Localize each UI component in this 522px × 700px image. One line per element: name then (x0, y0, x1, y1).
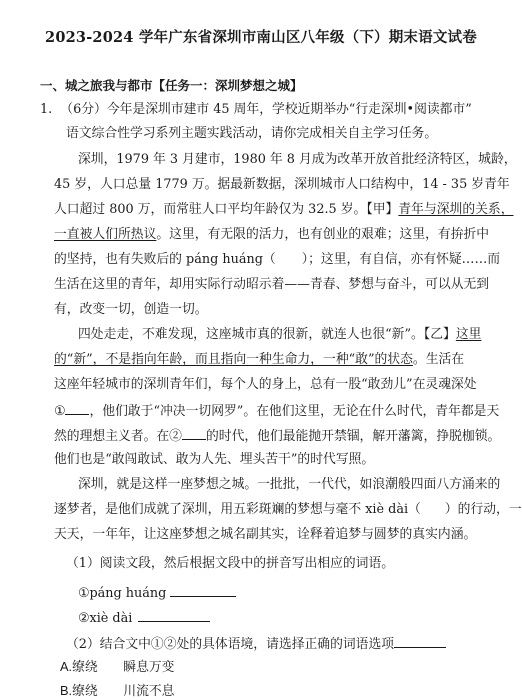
passage-p2-line-3: 这座年轻城市的深圳青年们，每个人的身上，总有一股“敢劲儿”在灵魂深处 (54, 377, 477, 392)
marker-yi: 【乙】 (423, 327, 456, 342)
passage-p3-line-3: 天天，一年年，让这座梦想之城名副其实，诠释着追梦与圆梦的真实内涵。 (54, 527, 477, 542)
option-a[interactable] (60, 659, 174, 676)
passage-p1-line-1: 深圳，1979 年 3 月建市，1980 年 8 月成为改革开放首批经济特区，城龄， (78, 152, 517, 167)
passage-p1-line-5 (54, 252, 500, 268)
marker-jia: 【甲】 (366, 202, 399, 217)
exam-title: 2023-2024 学年广东省深圳市南山区八年级（下）期末语文试卷 (45, 29, 477, 46)
passage-p3-line-2 (54, 502, 522, 518)
answer-line-1[interactable] (170, 584, 236, 597)
option-a-letter: A. (60, 659, 73, 674)
underlined-sentence-jia-part-2: 一直被人们所热议 (54, 227, 157, 242)
question-points: （6分） (60, 102, 107, 117)
option-b-text: 缭绕 川流不息 (72, 684, 175, 699)
subquestion-2-text: （2）结合文中①②处的具体语境，请选择正确的词语选项 (66, 637, 395, 652)
option-a-text: 缭绕 瞬息万变 (72, 660, 175, 675)
passage-p1-text: 的坚持，也有失败后的 páng huáng（ (54, 252, 276, 267)
passage-p3-line-1: 深圳，就是这样一座梦想之城。一批批，一代代，如浪潮般四面八方涌来的 (78, 477, 501, 492)
passage-p2-text: 的时代，他们最能抛开禁锢，解开藩篱，挣脱枷锁。 (205, 429, 501, 444)
passage-p1-line-2: 45 岁，人口总量 1779 万。据最新数据，深圳城市人口结构中，14 - 35 岁青年 (54, 177, 510, 192)
subquestion-1-label: （1）阅读文段，然后根据文段中的拼音写出相应的词语。 (66, 556, 395, 571)
question-intro-line-1 (40, 102, 472, 118)
passage-p1-line-7: 有，改变一切，创造一切。 (54, 302, 208, 317)
question-number: 1. (40, 102, 53, 117)
passage-p2-line-2 (54, 352, 464, 368)
answer-line-2[interactable] (138, 609, 210, 622)
underlined-sentence-jia-part-1: 青年与深圳的关系， (398, 202, 514, 217)
question-intro-line-2: 语文综合性学习系列主题实践活动，请你完成相关自主学习任务。 (66, 126, 438, 141)
passage-p2-line-1 (78, 327, 481, 343)
passage-p1-line-3 (54, 202, 514, 218)
fill-blank-1[interactable] (65, 402, 89, 415)
option-b-letter: B. (60, 683, 73, 698)
passage-p2-text: 然的理想主义者。在② (54, 429, 182, 444)
section-heading: 一、城之旅我与都市【任务一：深圳梦想之城】 (40, 78, 303, 93)
underlined-sentence-yi-part-1: 这里 (455, 327, 482, 342)
pinyin-prompt-1: ①páng huáng (78, 586, 167, 601)
passage-p2-text: 四处走走，不难发现，这座城市真的很新，就连人也很“新”。 (78, 327, 424, 342)
blank-marker-1: ① (54, 404, 66, 419)
passage-p3-text: 逐梦者，是他们成就了深圳，用五彩斑斓的梦想与毫不 xiè dài（ (54, 502, 421, 517)
passage-p2-line-6: 他们也是“敢闯敢试、敢为人先、埋头苦干”的时代写照。 (54, 452, 375, 467)
passage-p1-text: 人口超过 800 万，而常驻人口平均年龄仅为 32.5 岁。 (54, 202, 367, 217)
pinyin-prompt-2: ②xiè dài (78, 611, 133, 626)
answer-line-3[interactable] (394, 635, 446, 648)
option-b[interactable] (60, 683, 174, 700)
passage-p1-text: 。这里，有无限的活力，也有创业的艰难；这里，有拚折中 (156, 227, 490, 242)
passage-p2-text: ，他们敢于“冲决一切网罗”。在他们这里，无论在什么时代，青年都是天 (89, 404, 500, 419)
passage-p2-line-5 (54, 427, 500, 445)
passage-p1-line-4 (54, 227, 489, 243)
subquestion-2-label (66, 635, 446, 653)
passage-p1-text: ）；这里，有自信，亦有怀疑……而 (301, 252, 501, 267)
passage-p1-line-6: 生活在这里的青年，却用实际行动昭示着——青春、梦想与奋斗，可以从无到 (54, 277, 490, 292)
fill-blank-2[interactable] (182, 427, 206, 440)
subquestion-1-item-2 (78, 609, 210, 627)
passage-p2-line-4 (54, 402, 499, 420)
passage-p3-text: ）的行动，一 (444, 502, 522, 517)
question-intro-text: 今年是深圳市建市 45 周年，学校近期举办“行走深圳•阅读都市” (106, 102, 472, 117)
passage-p2-text: 。生活在 (412, 352, 465, 367)
underlined-sentence-yi-part-2: 的“新”，不是指向年龄，而且指向一种生命力，一种“敢”的状态 (54, 352, 413, 367)
subquestion-1-item-1 (78, 584, 236, 602)
